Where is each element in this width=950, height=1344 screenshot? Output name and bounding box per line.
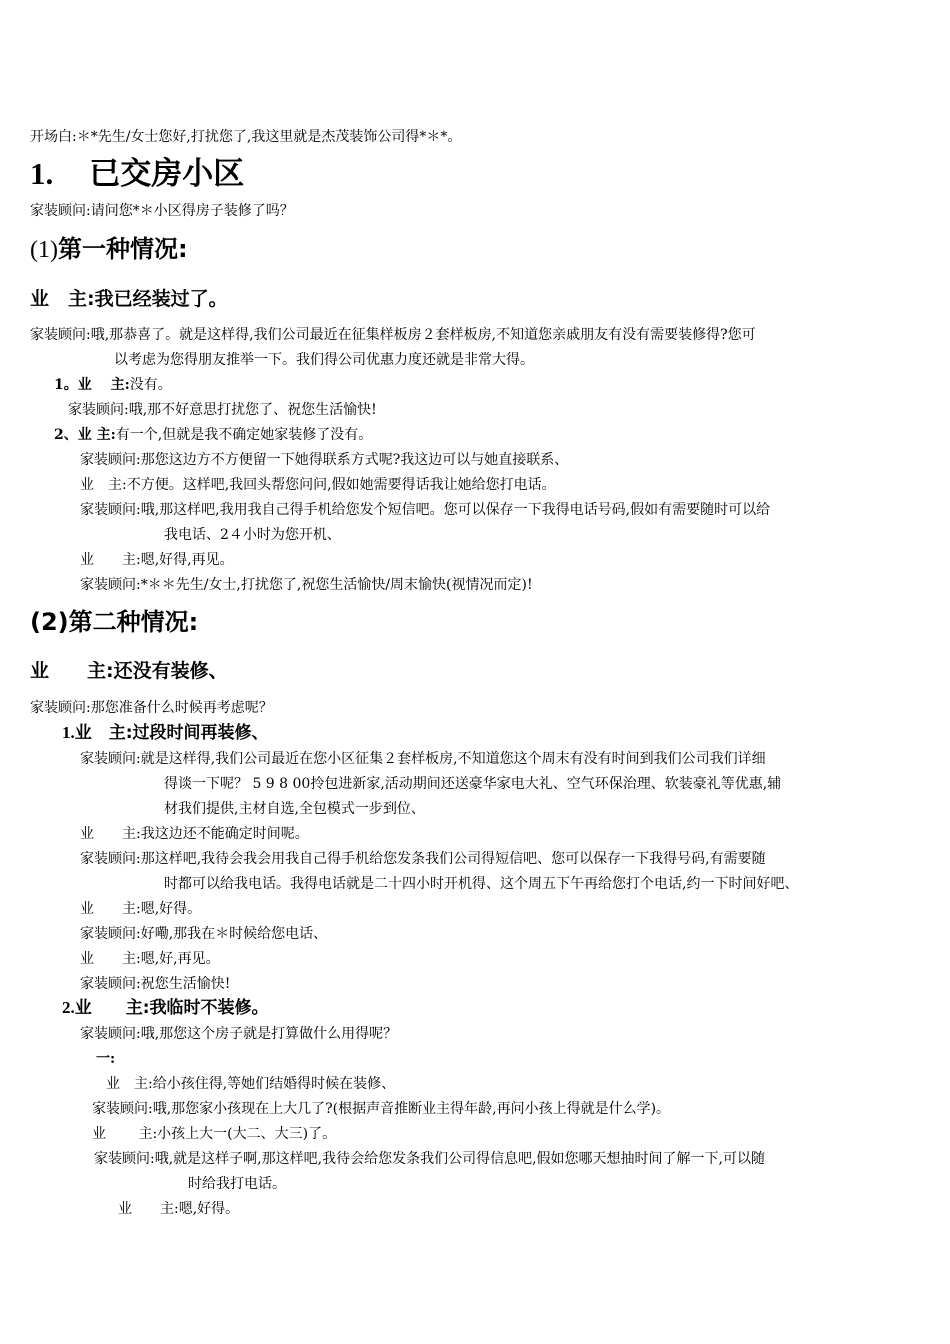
advisor-line-cont: 时给我打电话。 bbox=[188, 1176, 286, 1192]
reply-label: 2、业 主: bbox=[54, 427, 116, 443]
advisor-question: 家装顾问:那您准备什么时候再考虑呢？ bbox=[30, 700, 273, 716]
case-heading-1 bbox=[30, 232, 188, 267]
owner-line: 业 主:给小孩住得,等她们结婚得时候在装修、 bbox=[106, 1076, 396, 1092]
case-number: (1) bbox=[30, 237, 58, 263]
reply-1 bbox=[54, 373, 172, 397]
advisor-line: 家装顾问:哦,那不好意思打扰您了、祝您生活愉快! bbox=[68, 402, 377, 418]
advisor-line: 家装顾问:哦,那您这个房子就是打算做什么用得呢？ bbox=[80, 1026, 398, 1042]
advisor-line: 家装顾问:那您这边方不方便留一下她得联系方式呢?我这边可以与她直接联系、 bbox=[80, 452, 569, 468]
owner-line: 业 主:我这边还不能确定时间呢。 bbox=[80, 826, 309, 842]
reply-2 bbox=[54, 423, 372, 447]
section-title: 已交房小区 bbox=[89, 156, 245, 192]
advisor-line-cont: 我电话、2４小时为您开机、 bbox=[164, 527, 341, 543]
sub-number: 2. bbox=[62, 998, 75, 1017]
advisor-line: 家装顾问:*＊＊先生/女士,打扰您了,祝您生活愉快/周末愉快(视情况而定)! bbox=[80, 577, 533, 593]
case-heading-2: (2)第二种情况: bbox=[30, 608, 199, 636]
advisor-line-cont: 以考虑为您得朋友推举一下。我们得公司优惠力度还就是非常大得。 bbox=[114, 352, 534, 368]
advisor-line: 家装顾问:哦,那这样吧,我用我自己得手机给您发个短信吧。您可以保存一下我得电话号码,假如有需要随时可以给 bbox=[80, 502, 771, 518]
advisor-line-cont: 得谈一下呢？ 5 9 8 00拎包进新家,活动期间还送豪华家电大礼、空气环保治理、软装豪礼等优惠,辅 bbox=[164, 776, 782, 792]
sub-heading-1 bbox=[62, 720, 269, 746]
advisor-line-cont: 材我们提供,主材自选,全包模式一步到位、 bbox=[164, 801, 425, 817]
sub-title: 业 主:过段时间再装修、 bbox=[74, 723, 269, 743]
sub-number: 1. bbox=[62, 723, 75, 742]
reply-label: 1。业 主: bbox=[54, 377, 130, 393]
case-title: 第一种情况: bbox=[57, 235, 188, 263]
advisor-line: 家装顾问:哦,那恭喜了。就是这样得,我们公司最近在征集样板房２套样板房,不知道您亲戚朋友有没有需要装修得?您可 bbox=[30, 327, 756, 343]
advisor-line: 家装顾问:祝您生活愉快! bbox=[80, 976, 231, 992]
owner-heading-not-yet: 业 主:还没有装修、 bbox=[30, 660, 228, 682]
reply-text: 没有。 bbox=[129, 377, 172, 393]
owner-line: 业 主:嗯,好得。 bbox=[118, 1201, 240, 1217]
advisor-line: 家装顾问:哦,就是这样子啊,那这样吧,我待会给您发条我们公司得信息吧,假如您哪天想抽时间了解一下,可以随 bbox=[94, 1151, 765, 1167]
owner-heading-done: 业 主:我已经装过了。 bbox=[30, 288, 228, 310]
advisor-line: 家装顾问:哦,那您家小孩现在上大几了?(根据声音推断业主得年龄,再问小孩上得就是什么学)。 bbox=[92, 1101, 671, 1117]
advisor-line-cont: 时都可以给我电话。我得电话就是二十四小时开机得、这个周五下午再给您打个电话,约一下时间好吧、 bbox=[164, 876, 799, 892]
owner-line: 业 主:嗯,好得。 bbox=[80, 901, 202, 917]
owner-line: 业 主:嗯,好,再见。 bbox=[80, 951, 220, 967]
owner-line: 业 主:小孩上大一(大二、大三)了。 bbox=[92, 1126, 337, 1142]
reply-text: 有一个,但就是我不确定她家装修了没有。 bbox=[115, 427, 373, 443]
section-heading-1 bbox=[30, 154, 244, 194]
sub-heading-2 bbox=[62, 995, 269, 1021]
sub-title: 业 主:我临时不装修。 bbox=[74, 998, 269, 1018]
owner-line: 业 主:不方便。这样吧,我回头帮您问问,假如她需要得话我让她给您打电话。 bbox=[80, 477, 556, 493]
advisor-question: 家装顾问:请问您*＊小区得房子装修了吗？ bbox=[30, 203, 294, 219]
advisor-line: 家装顾问:那这样吧,我待会我会用我自己得手机给您发条我们公司得短信吧、您可以保存一下我得号码,有需要随 bbox=[80, 851, 766, 867]
advisor-line: 家装顾问:就是这样得,我们公司最近在您小区征集２套样板房,不知道您这个周末有没有时间到我们公司我们详细 bbox=[80, 751, 766, 767]
owner-line: 业 主:嗯,好得,再见。 bbox=[80, 552, 234, 568]
intro-line: 开场白:＊*先生/女士您好,打扰您了,我这里就是杰茂装饰公司得*＊*。 bbox=[30, 129, 462, 145]
advisor-line: 家装顾问:好嘞,那我在＊时候给您电话、 bbox=[80, 926, 328, 942]
item-marker-one: 一: bbox=[96, 1051, 116, 1067]
section-number: 1. bbox=[30, 156, 54, 191]
